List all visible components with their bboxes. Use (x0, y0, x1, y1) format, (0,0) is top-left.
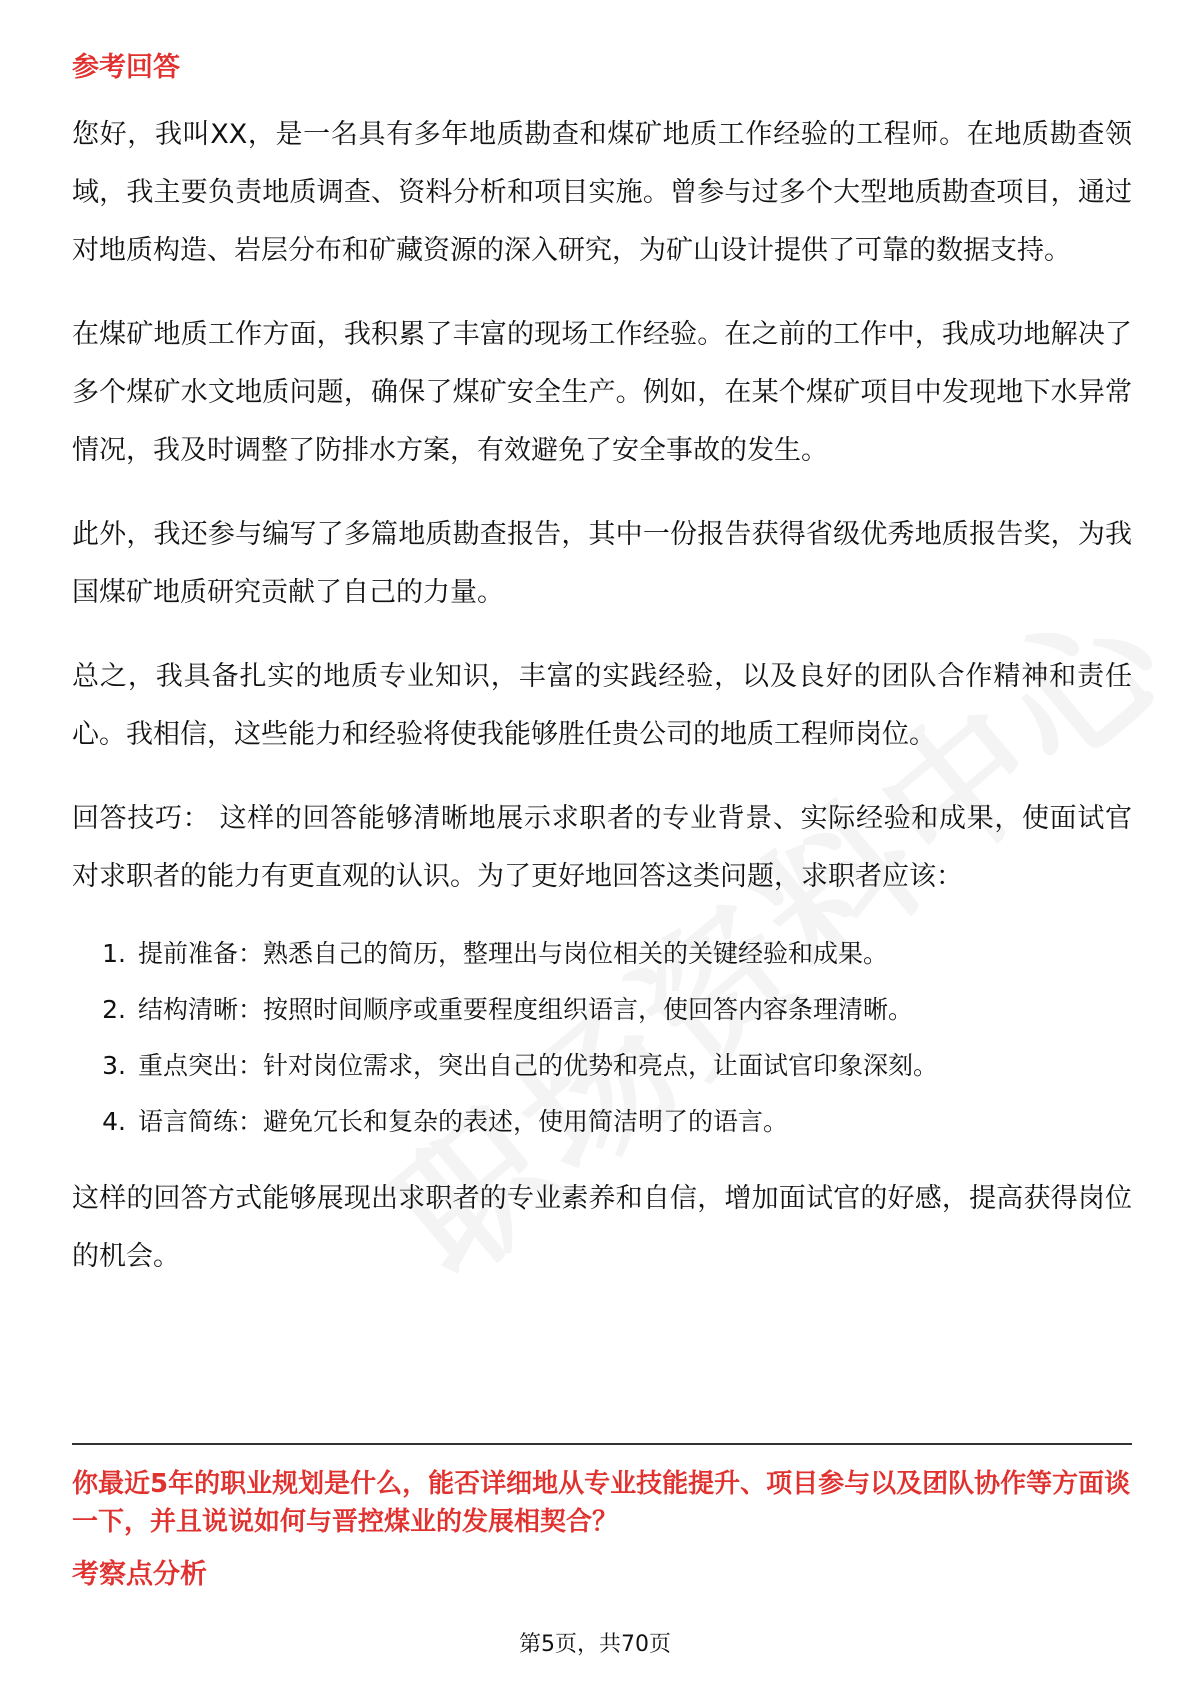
list-item (72, 982, 1132, 1038)
list-item (72, 1094, 1132, 1150)
tips-list (72, 926, 1132, 1150)
list-number: 1. (102, 939, 126, 968)
paragraph-summary: 总之，我具备扎实的地质专业知识，丰富的实践经验，以及良好的团队合作精神和责任心。我相信，这些能力和经验将使我能够胜任贵公司的地质工程师岗位。 (72, 661, 1132, 750)
paragraph-tips-intro: 回答技巧： 这样的回答能够清晰地展示求职者的专业背景、实际经验和成果，使面试官对求职者的能力有更直观的认识。为了更好地回答这类问题，求职者应该： (72, 803, 1132, 892)
analysis-heading: 考察点分析 (72, 1559, 207, 1590)
paragraph-reports: 此外，我还参与编写了多篇地质勘查报告，其中一份报告获得省级优秀地质报告奖，为我国煤矿地质研究贡献了自己的力量。 (72, 519, 1132, 608)
list-text: 结构清晰：按照时间顺序或重要程度组织语言，使回答内容条理清晰。 (138, 995, 914, 1024)
list-text: 重点突出：针对岗位需求，突出自己的优势和亮点，让面试官印象深刻。 (138, 1051, 939, 1080)
paragraph-intro: 您好，我叫XX，是一名具有多年地质勘查和煤矿地质工作经验的工程师。在地质勘查领域，我主要负责地质调查、资料分析和项目实施。曾参与过多个大型地质勘查项目，通过对地质构造、岩层分布和矿藏资源的深入研究，为矿山设计提供了可靠的数据支持。 (72, 119, 1132, 266)
next-question: 你最近5年的职业规划是什么，能否详细地从专业技能提升、项目参与以及团队协作等方面谈一下，并且说说如何与晋控煤业的发展相契合？ (72, 1469, 1131, 1537)
answer-section (72, 48, 1132, 1312)
paragraph-closing: 这样的回答方式能够展现出求职者的专业素养和自信，增加面试官的好感，提高获得岗位的机会。 (72, 1183, 1132, 1272)
page-footer: 第5页，共70页 (519, 1632, 671, 1657)
list-number: 4. (102, 1107, 126, 1136)
list-number: 3. (102, 1051, 126, 1080)
list-number: 2. (102, 995, 126, 1024)
answer-heading: 参考回答 (72, 52, 180, 83)
list-item (72, 926, 1132, 982)
section-divider (72, 1443, 1132, 1445)
list-text: 提前准备：熟悉自己的简历，整理出与岗位相关的关键经验和成果。 (138, 939, 889, 968)
list-item (72, 1038, 1132, 1094)
paragraph-coal-work: 在煤矿地质工作方面，我积累了丰富的现场工作经验。在之前的工作中，我成功地解决了多个煤矿水文地质问题，确保了煤矿安全生产。例如，在某个煤矿项目中发现地下水异常情况，我及时调整了防排水方案，有效避免了安全事故的发生。 (72, 319, 1132, 466)
list-text: 语言简练：避免冗长和复杂的表述，使用简洁明了的语言。 (138, 1107, 789, 1136)
